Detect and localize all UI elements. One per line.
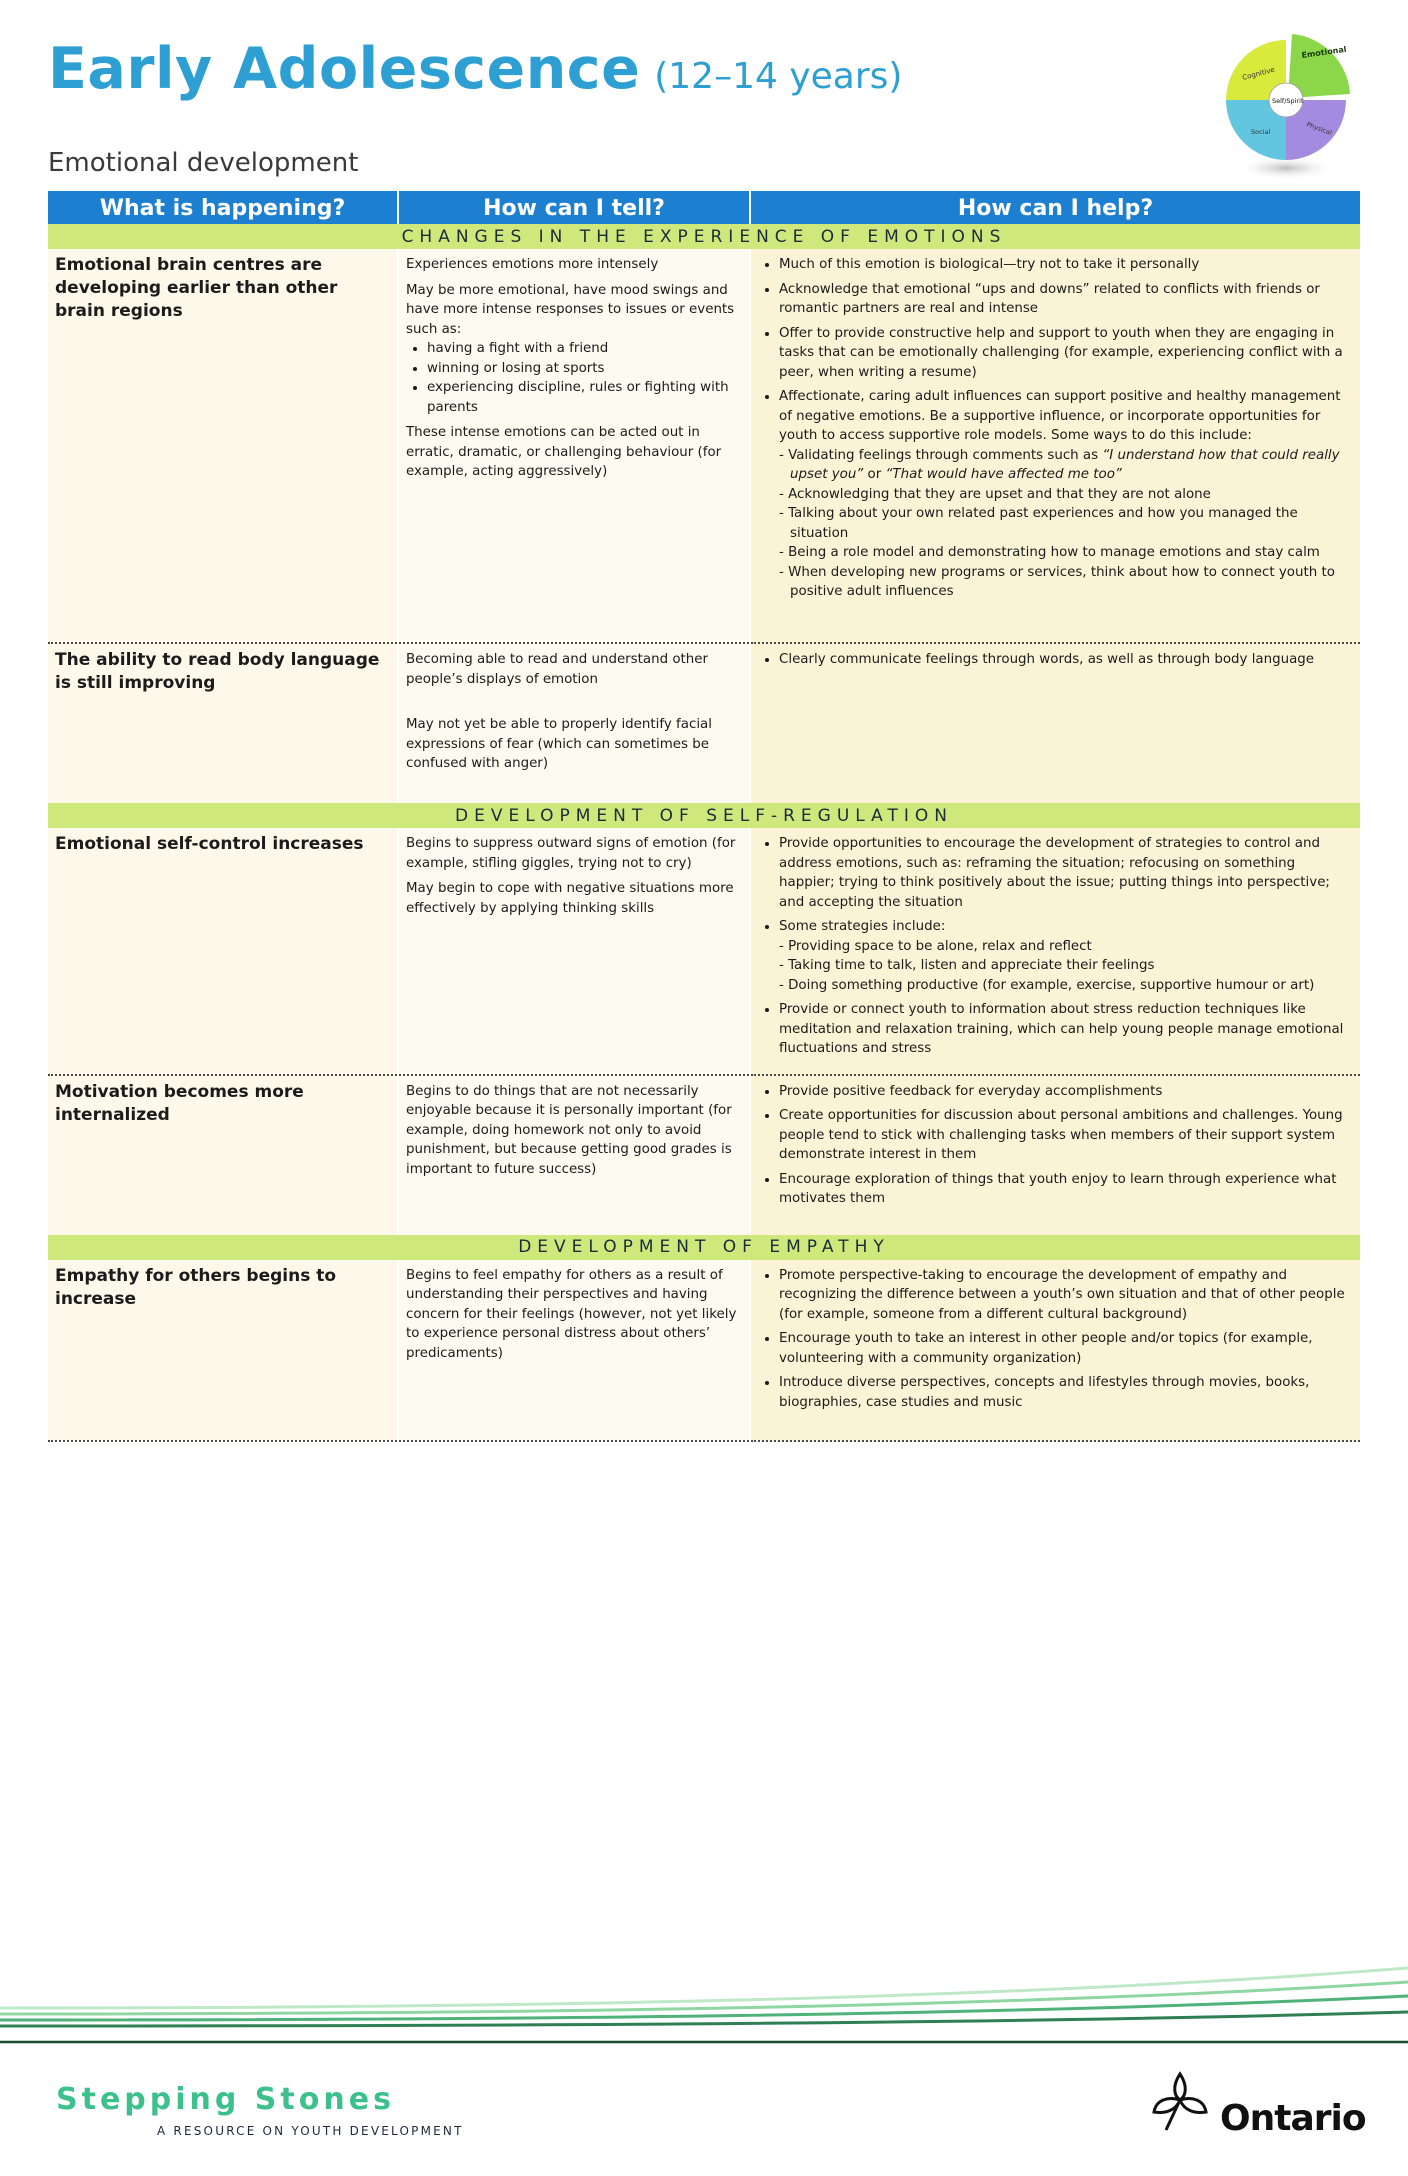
list-item: • experiencing discipline, rules or fighting with parents: [427, 378, 742, 417]
tell-text: These intense emotions can be acted out in erratic, dramatic, or challenging behaviour (for example, acting aggressively): [406, 425, 722, 479]
sub-list: [779, 937, 1353, 996]
wheel-label-physical: Physical: [1305, 120, 1333, 137]
list-item: • Provide or connect youth to information about stress reduction techniques like meditation and relaxation training, which can help young people manage emotional fluctuations and stress: [779, 1000, 1353, 1059]
tell-text: May not yet be able to properly identify facial expressions of fear (which can sometimes be confused with anger): [406, 717, 712, 771]
wheel-label-emotional: Emotional: [1301, 44, 1348, 60]
what-cell: The ability to read body language is still improving: [48, 643, 398, 803]
table-row: [48, 1260, 1360, 1441]
list-item: • Offer to provide constructive help and support to youth when they are engaging in tasks that can be emotionally challenging (for example, experiencing conflict with a peer, when writing a resume): [779, 324, 1353, 383]
table-header-row: [48, 191, 1360, 224]
table-row: [48, 828, 1360, 1075]
sub-list-item: - Acknowledging that they are upset and that they are not alone: [779, 485, 1353, 505]
help-list: [758, 650, 1353, 670]
list-item: • Much of this emotion is biological—try not to take it personally: [779, 255, 1353, 275]
column-header-help: How can I help?: [750, 191, 1360, 224]
stepping-stones-logo: Stepping Stones: [56, 2082, 395, 2117]
footer-wave-lines: [0, 1960, 1408, 2050]
list-item: [779, 387, 1353, 602]
sub-list-item: - Talking about your own related past experiences and how you managed the situation: [779, 504, 1353, 543]
tell-text: Begins to feel empathy for others as a result of understanding their perspectives and having concern for their feelings (however, not yet likely to experience personal distress about others’ predicaments): [406, 1267, 737, 1361]
table-row: [48, 643, 1360, 803]
quote-text: “I understand how that could really upset you”: [790, 447, 1340, 482]
stepping-stones-tagline: A RESOURCE ON YOUTH DEVELOPMENT: [157, 2124, 464, 2138]
tell-cell: [398, 1260, 750, 1441]
what-cell: Emotional brain centres are developing earlier than other brain regions: [48, 249, 398, 643]
list-item: • having a fight with a friend: [427, 339, 742, 359]
page-title: Early Adolescence: [48, 36, 641, 102]
list-item: • Promote perspective-taking to encourage the development of empathy and recognizing the difference between a youth’s own situation and that of other people (for example, someone from a different cultural background): [779, 1266, 1353, 1325]
quote-text: “That would have affected me too”: [885, 467, 1122, 482]
sub-list: [779, 446, 1353, 602]
section-header-empathy: DEVELOPMENT OF EMPATHY: [48, 1235, 1360, 1260]
list-item-text: Affectionate, caring adult influences can support positive and healthy management of negative emotions. Be a supportive influence, or incorporate opportunities for youth to access supportive role models. Some ways to do this include:: [779, 389, 1341, 443]
column-header-tell: How can I tell?: [398, 191, 750, 224]
help-list: [758, 834, 1353, 1059]
development-wheel-icon: [1216, 28, 1356, 188]
sub-list-item: [779, 446, 1353, 485]
tell-cell: [398, 1075, 750, 1235]
list-item: [779, 917, 1353, 995]
list-item: • Clearly communicate feelings through words, as well as through body language: [779, 650, 1353, 670]
list-item: • Encourage exploration of things that youth enjoy to learn through experience what motivates them: [779, 1170, 1353, 1209]
sub-list-text: or: [863, 467, 886, 482]
what-cell: Motivation becomes more internalized: [48, 1075, 398, 1235]
tell-list: [406, 339, 742, 417]
help-list: [758, 1082, 1353, 1209]
help-cell: [750, 643, 1360, 803]
sub-list-item: - Taking time to talk, listen and appreciate their feelings: [779, 956, 1353, 976]
list-item: • Introduce diverse perspectives, concepts and lifestyles through movies, books, biographies, case studies and music: [779, 1373, 1353, 1412]
age-range: (12–14 years): [654, 56, 903, 97]
page-title-block: [48, 36, 902, 102]
wheel-label-self: Self/Spirit: [1272, 97, 1304, 105]
help-list: [758, 1266, 1353, 1413]
list-item: • Provide opportunities to encourage the development of strategies to control and address emotions, such as: reframing the situation; refocusing on something happier; trying to think positively about the issue; putting things into perspective; and accepting the situation: [779, 834, 1353, 912]
column-header-what: What is happening?: [48, 191, 398, 224]
tell-text: Begins to do things that are not necessarily enjoyable because it is personally important (for example, doing homework not only to avoid punishment, but because getting good grades is important to future success): [406, 1083, 732, 1177]
list-item-text: Some strategies include:: [779, 919, 946, 934]
list-item: • Create opportunities for discussion about personal ambitions and challenges. Young people tend to stick with challenging tasks when members of their support system demonstrate interest in them: [779, 1106, 1353, 1165]
table-row: [48, 249, 1360, 643]
tell-cell: [398, 249, 750, 643]
emotional-development-table: [48, 191, 1360, 1442]
help-list: [758, 255, 1353, 602]
tell-text: Becoming able to read and understand other people’s displays of emotion: [406, 652, 709, 687]
section-header-self-regulation: DEVELOPMENT OF SELF-REGULATION: [48, 803, 1360, 828]
help-cell: [750, 1075, 1360, 1235]
section-header-emotions: CHANGES IN THE EXPERIENCE OF EMOTIONS: [48, 224, 1360, 249]
sub-list-item: - Being a role model and demonstrating how to manage emotions and stay calm: [779, 543, 1353, 563]
tell-text: May be more emotional, have mood swings and have more intense responses to issues or events such as:: [406, 282, 735, 337]
sub-list-item: - Providing space to be alone, relax and reflect: [779, 937, 1353, 957]
help-cell: [750, 1260, 1360, 1441]
wheel-label-social: Social: [1251, 128, 1271, 136]
tell-cell: [398, 828, 750, 1075]
wheel-label-cognitive: Cognitive: [1241, 65, 1276, 82]
tell-cell: [398, 643, 750, 803]
sub-list-text: Validating feelings through comments such as: [788, 447, 1103, 463]
what-cell: Emotional self-control increases: [48, 828, 398, 1075]
tell-text: Experiences emotions more intensely: [406, 257, 659, 272]
table-row: [48, 1075, 1360, 1235]
list-item: • winning or losing at sports: [427, 359, 742, 379]
what-cell: Empathy for others begins to increase: [48, 1260, 398, 1441]
help-cell: [750, 828, 1360, 1075]
sub-list-item: - When developing new programs or services, think about how to connect youth to positive adult influences: [779, 563, 1353, 602]
list-item: • Acknowledge that emotional “ups and downs” related to conflicts with friends or romantic partners are real and intense: [779, 280, 1353, 319]
help-cell: [750, 249, 1360, 643]
tell-text: Begins to suppress outward signs of emotion (for example, stifling giggles, trying not to cry): [406, 836, 736, 871]
ontario-trillium-icon: [1150, 2066, 1210, 2136]
sub-list-item: - Doing something productive (for example, exercise, supportive humour or art): [779, 976, 1353, 996]
list-item: • Provide positive feedback for everyday accomplishments: [779, 1082, 1353, 1102]
list-item: • Encourage youth to take an interest in other people and/or topics (for example, volunteering with a community organization): [779, 1329, 1353, 1368]
tell-text: May begin to cope with negative situations more effectively by applying thinking skills: [406, 881, 734, 916]
ontario-wordmark: Ontario: [1220, 2098, 1366, 2139]
section-subtitle: Emotional development: [48, 148, 359, 178]
